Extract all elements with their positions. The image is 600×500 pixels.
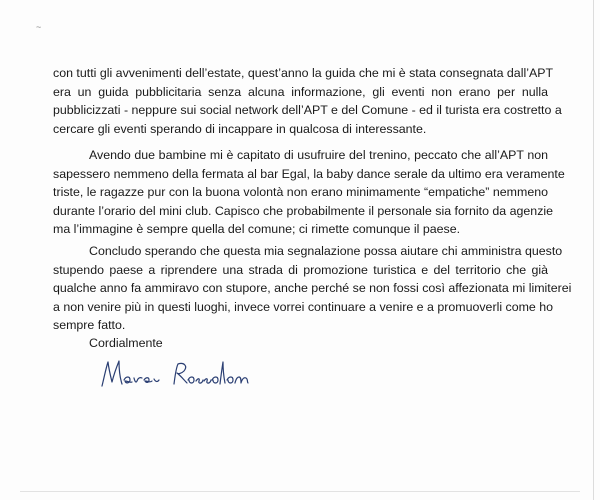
page-edge-right: [593, 0, 594, 500]
paragraph-line: sapessero nemmeno della fermata al bar Egal, la baby dance serale da ultimo era veramente: [53, 166, 565, 181]
paragraph-line: cercare gli eventi sperando di incappare in qualcosa di interessante.: [53, 121, 427, 136]
closing-salutation: Cordialmente: [89, 336, 163, 350]
paragraph-3: [53, 242, 572, 335]
scan-mark: ~: [36, 22, 42, 32]
paragraph-1: [53, 64, 562, 138]
paragraph-line: Concludo sperando che questa mia segnalazione possa aiutare chi amministra questo: [89, 244, 563, 258]
handwritten-signature: [98, 356, 258, 390]
paragraph-line: a non venire più in questi luoghi, invece vorrei continuare a venire e a promuoverli come ho: [53, 299, 554, 314]
paragraph-line: era un guida pubblicitaria senza alcuna informazione, gli eventi non erano per nulla: [53, 84, 548, 99]
paragraph-line: pubblicizzati - neppure sui social network dell’APT e del Comune - ed il turista era costretto a: [53, 103, 562, 118]
paragraph-line: stupendo paese a riprendere una strada di promozione turistica e del territorio che già: [53, 262, 548, 277]
page-edge-bottom: [20, 491, 580, 492]
paragraph-line: qualche anno fa ammiravo con stupore, anche perché se non fossi così affezionata mi limiterei: [53, 281, 572, 296]
paragraph-2: [53, 146, 565, 239]
paragraph-line: sempre fatto.: [53, 318, 126, 333]
paragraph-line: ma l’immagine è sempre quella del comune; ci rimette comunque il paese.: [53, 222, 461, 237]
paragraph-line: con tutti gli avvenimenti dell’estate, quest’anno la guida che mi è stata consegnata dall’APT: [53, 66, 554, 80]
paragraph-line: triste, le ragazze pur con la buona volontà non erano minimamente “empatiche” nemmeno: [53, 185, 548, 200]
paragraph-line: Avendo due bambine mi è capitato di usufruire del trenino, peccato che all’APT non: [89, 148, 548, 162]
paragraph-line: durante l’orario del mini club. Capisco che probabilmente il personale sia fornito da agenzie: [53, 203, 554, 218]
